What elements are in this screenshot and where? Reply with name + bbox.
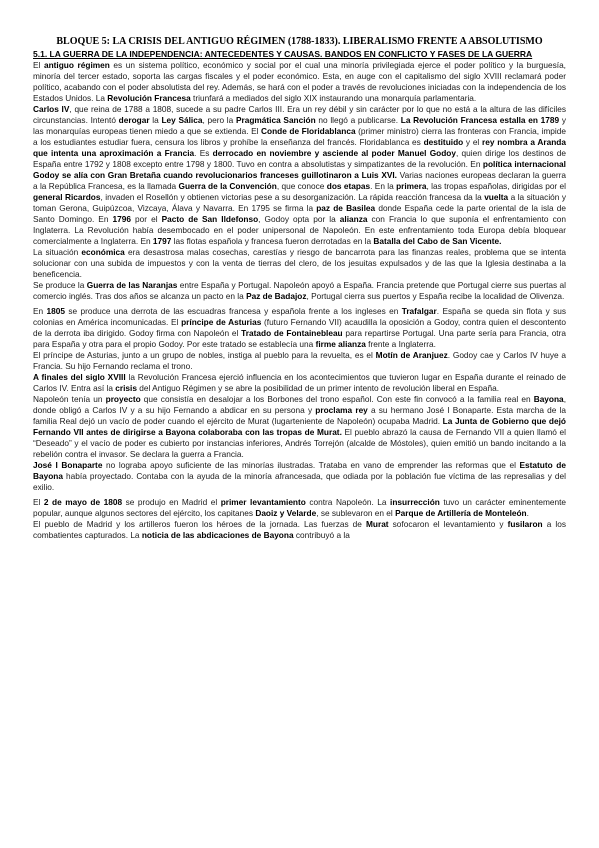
text-run: (primer ministro) cierra las fronteras con Francia, impide a los estudiantes estudiar fuera, censura los libros y prohíbe la enseñanza del francés. Floridablanca es [33, 125, 566, 147]
text-run: contribuyó a la [293, 529, 350, 540]
bold-text: noticia de las abdicaciones de Bayona [141, 529, 294, 540]
bold-text: política internacional Godoy se alía con Gran Bretaña cuando revolucionarios franceses guillotinaron a Luis XVI. [33, 158, 566, 180]
text-run: La situación [33, 246, 82, 257]
bold-text: crisis [115, 382, 137, 393]
paragraph [33, 104, 566, 247]
bold-text: antiguo régimen [43, 59, 110, 70]
text-run: , que conoce [276, 180, 327, 191]
text-run: Napoleón tenía un [33, 393, 106, 404]
bold-text: 1805 [46, 305, 65, 316]
text-run: , que reina de 1788 a 1808, sucede a su padre Carlos III. Era un rey débil y sin carácter por lo que no está a la altura de las difíciles circunstancias. Intentó [33, 103, 567, 125]
bold-text: Revolución Francesa [107, 92, 191, 103]
text-run: a los combatientes capturados. La [33, 518, 566, 540]
text-run: Se produce la [33, 279, 87, 290]
text-run: El [33, 496, 44, 507]
bold-text: económica [81, 246, 125, 257]
text-run: es un sistema político, económico y social por el cual una minoría privilegiada ejerce el poder político y la burguesía, minoría del tercer estado, soporta las cargas fiscales y el poder económico. Esta, en auge con el capitalismo del siglo XVIII reclamará poder político, acabando con el poder absolutista del rey. Además, se hará con el poder a través de revoluciones iniciadas con la independencia de los Estados Unidos. La [33, 59, 566, 103]
bold-text: Conde de Floridablanca [261, 125, 356, 136]
bold-text: Batalla del Cabo de San Vicente. [373, 235, 502, 246]
paragraph [33, 460, 566, 493]
bold-text: primera [396, 180, 427, 191]
bold-text: proclama rey [315, 404, 368, 415]
section-heading: 5.1. LA GUERRA DE LA INDEPENDENCIA: ANTECEDENTES Y CAUSAS. BANDOS EN CONFLICTO Y FASES DE LA GUERRA [33, 48, 533, 59]
text-run: , las tropas españolas, dirigidas por el [426, 180, 566, 191]
text-run: . En la [370, 180, 397, 191]
bold-text: proyecto [105, 393, 141, 404]
bold-text: derrocado en noviembre y asciende al poder Manuel Godoy [212, 147, 456, 158]
bold-text: destituido [423, 136, 464, 147]
bold-text: Carlos IV [33, 103, 70, 114]
text-run: era desastrosa malas cosechas, carestías y riesgo de bancarrota para las finanzas reales, problema que se intenta solucionar con una subida de impuestos y con la venta de tierras del clero, de los jesuitas expulsados y de las que la Iglesia destinaba a la beneficencia. [33, 246, 566, 279]
text-run: , pero la [202, 114, 236, 125]
bold-text: vuelta [484, 191, 509, 202]
text-run: . España se queda sin flota y sus colonias en América incomunicadas. El [33, 305, 566, 327]
paragraph [33, 497, 566, 519]
text-run: tuvo un carácter eminentemente popular, aunque algunos sectores del ejército, los capitanes [33, 496, 567, 518]
text-run: El príncipe de Asturias, junto a un grupo de nobles, instiga al pueblo para la revuelta, es el [33, 349, 376, 360]
bold-text: Ley Sálica [161, 114, 203, 125]
text-run: se produce una derrota de las escuadras francesa y española frente a los ingleses en [65, 305, 402, 316]
paragraph [33, 60, 566, 104]
bold-text: fusilaron [507, 518, 543, 529]
bold-text: La Revolución Francesa estalla en 1789 [400, 114, 560, 125]
text-run: con Francia lo que suponía el enfrentamiento con Inglaterra. La Revolución había desembocado en el poder unipersonal de Napoleón. En este enfrentamiento toda Europa debía bloquear comercialmente a Inglaterra. En [33, 213, 566, 246]
bold-text: Paz de Badajoz [246, 290, 307, 301]
text-run: y el [463, 136, 483, 147]
bold-text: A finales del siglo XVIII [33, 371, 126, 382]
text-run: . Godoy cae y Carlos IV huye a Francia. Su hijo Fernando reclama el trono. [33, 349, 566, 371]
bold-text: Parque de Artillería de Monteleón [395, 507, 527, 518]
bold-text: Tratado de Fontainebleau [241, 327, 343, 338]
text-run: que consistía en desalojar a los Borbones del trono español. Con este fin convocó a la familia real en [140, 393, 534, 404]
text-run: . Es [194, 147, 213, 158]
paragraph [33, 394, 566, 460]
text-run: había proyectado. Contaba con la ayuda de la minoría afrancesada, que odiada por la población fue víctima de las represalias y del exilio. [33, 470, 566, 492]
bold-text: Daoiz y Velarde [255, 507, 317, 518]
paragraph [33, 372, 566, 394]
text-run: la [149, 114, 162, 125]
document-title: BLOQUE 5: LA CRISIS DEL ANTIGUO RÉGIMEN (1788-1833). LIBERALISMO FRENTE A ABSOLUTISMO [56, 36, 543, 47]
text-run: , invaden el Rosellón y obtienen victorias pese a su desorganización. La rápida reacción francesa da la [100, 191, 485, 202]
paragraph [33, 350, 566, 372]
bold-text: príncipe de Asturias [181, 316, 262, 327]
paragraph [33, 247, 566, 280]
bold-text: 1796 [112, 213, 131, 224]
text-run: En [33, 305, 47, 316]
text-run: El [33, 59, 44, 70]
bold-text: Trafalgar [401, 305, 437, 316]
bold-text: Bayona [533, 393, 564, 404]
text-run: del Antiguo Régimen y se abre la posibilidad de un primer intento de revolución liberal en España. [136, 382, 499, 393]
text-run: triunfará a mediados del siglo XIX instaurando una monarquía parlamentaria. [190, 92, 477, 103]
bold-text: alianza [339, 213, 368, 224]
text-run: a su hermano José I Bonaparte. Esta marcha de la familia Real dejó un vacío de poder cuando el ejército de Murat (lugarteniente de Napoleón) ocupaba Madrid. [33, 404, 567, 426]
bold-text: insurrección [390, 496, 440, 507]
bold-text: La Junta de Gobierno que dejó Fernando VII antes de dirigirse a Bayona colaboraba con las tropas de Murat. [33, 415, 566, 437]
bold-text: Guerra de la Convención [178, 180, 277, 191]
bold-text: Murat [365, 518, 389, 529]
text-run: las flotas española y francesa fueron derrotadas en la [171, 235, 374, 246]
bold-text: Guerra de las Naranjas [86, 279, 178, 290]
text-run: frente a Inglaterra. [365, 338, 436, 349]
text-run: contra Napoleón. La [305, 496, 391, 507]
bold-text: 2 de mayo de 1808 [43, 496, 123, 507]
text-run: , quien dirige los destinos de España entre 1792 y 1808 excepto entre 1798 y 1800. Tuvo en contra a absolutistas y simpatizantes de la revolución. En [33, 147, 566, 169]
text-run: la Revolución Francesa ejerció influencia en los acontecimientos que tuvieron lugar en España durante el reinado de Carlos IV. Entra así la [33, 371, 566, 393]
bold-text: rey nombra a Aranda que intenta una aproximación a Francia [33, 136, 566, 158]
bold-text: derogar [118, 114, 150, 125]
text-run: El pueblo de Madrid y los artilleros fueron los héroes de la jornada. Las fuerzas de [33, 518, 366, 529]
text-run: entre España y Portugal. Napoleón apoyó a España. Francia pretende que Portugal cierre sus puertas al comercio inglés. Tras dos años se alcanza un pacto en la [33, 279, 566, 301]
text-run: donde España cede la parte oriental de la isla de Santo Domingo. En [33, 202, 567, 224]
bold-text: Motín de Aranjuez [375, 349, 448, 360]
text-run: no lograba apoyo suficiente de las minorías ilustradas. Trataba en vano de emprender las reformas que el [102, 459, 520, 470]
text-run: (futuro Fernando VII) acaudilla la oposición a Godoy, contra quien el descontento de la derrota iba dirigido. Godoy firma con Napoleón el [33, 316, 566, 338]
text-run: por el [130, 213, 162, 224]
bold-text: primer levantamiento [220, 496, 306, 507]
text-run: para repartirse Portugal. Una parte sería para Francia, otra para España y otra para el propio Godoy. Por este tratado se establecía una [33, 327, 566, 349]
bold-text: firme alianza [315, 338, 366, 349]
paragraph [33, 306, 566, 350]
text-run: y las monarquías europeas tienen miedo a que se extienda. El [33, 114, 566, 136]
text-run: a la situación y toman Gerona, Guipúzcoa, Vizcaya, Álava y Navarra. En 1795 se firma la [33, 191, 567, 213]
text-run: , Portugal cierra sus puertos y España recibe la localidad de Olivenza. [306, 290, 565, 301]
text-run: , se sublevaron en el [316, 507, 396, 518]
bold-text: Pacto de San Ildefonso [161, 213, 259, 224]
bold-text: José I Bonaparte [33, 459, 103, 470]
document-page [33, 36, 566, 541]
bold-text: Pragmática Sanción [235, 114, 316, 125]
text-run: sofocaron el levantamiento y [388, 518, 508, 529]
text-run: se produjo en Madrid el [122, 496, 221, 507]
bold-text: 1797 [152, 235, 172, 246]
bold-text: dos etapas [326, 180, 371, 191]
text-run: El pueblo abrazó la causa de Fernando VII a quien llamó el “Deseado” y el vacío de poder es cubierto por instancias inferiores, Andrés Torrejón (alcalde de Móstoles), quien emitió un bando incitando a la rebelión contra el invasor. Se declara la guerra a Francia. [33, 426, 566, 459]
text-run: , Godoy opta por la [258, 213, 340, 224]
paragraph [33, 519, 566, 541]
bold-text: Estatuto de Bayona [33, 459, 566, 481]
text-run: no llegó a publicarse. [315, 114, 401, 125]
text-run: Varias naciones europeas declaran la guerra a la República Francesa, es la llamada [33, 169, 566, 191]
bold-text: paz de Basilea [316, 202, 376, 213]
paragraph [33, 280, 566, 302]
text-run: . [526, 507, 529, 518]
text-run: , donde obligó a Carlos IV y a su hijo Fernando a abdicar en su persona y [33, 393, 566, 415]
bold-text: general Ricardos [33, 191, 101, 202]
